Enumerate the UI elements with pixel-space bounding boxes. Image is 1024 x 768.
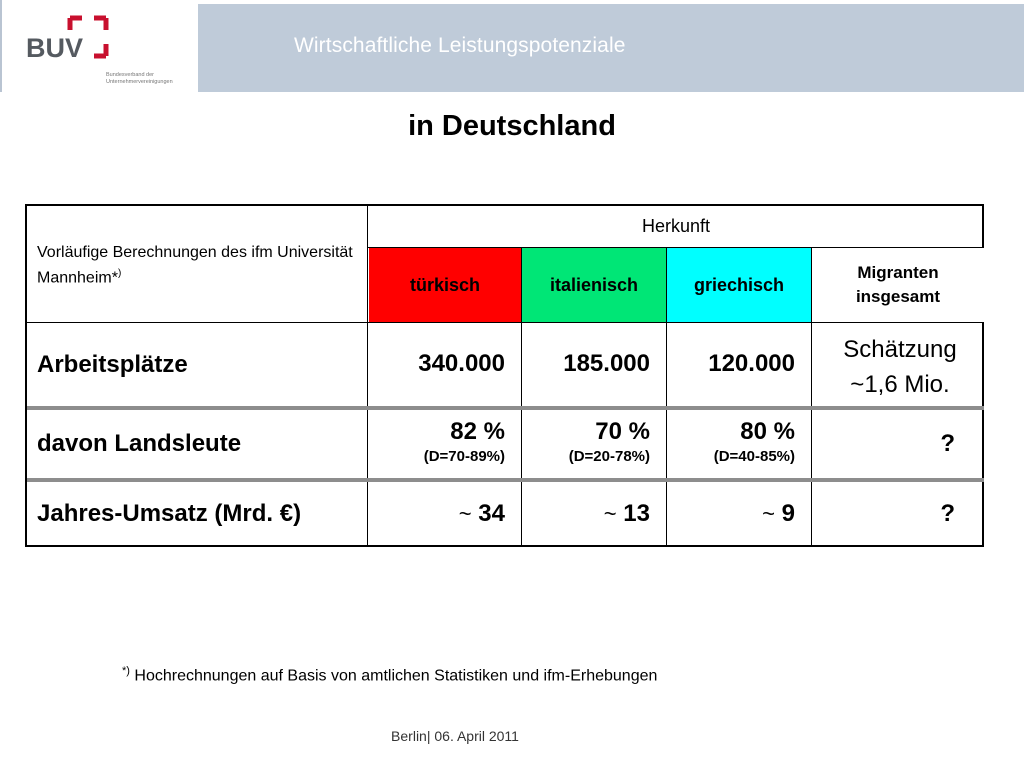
table-cell-total: ?	[940, 430, 955, 457]
table-cell	[667, 418, 795, 465]
logo-text: BUV	[26, 33, 84, 63]
tilde: ~	[603, 501, 617, 526]
cell-value: 13	[623, 500, 650, 527]
cell-value: 34	[478, 500, 505, 527]
column-header-griechisch: griechisch	[667, 248, 811, 322]
intro-sup: )	[117, 268, 122, 279]
footer-date: Berlin| 06. April 2011	[391, 728, 519, 744]
column-header-migranten	[812, 248, 984, 322]
tilde: ~	[762, 501, 775, 526]
cell-subvalue: (D=20-78%)	[568, 448, 650, 465]
column-header-italienisch: italienisch	[522, 248, 666, 322]
logo-subtitle: Bundesverband der Unternehmervereinigungen	[106, 72, 173, 85]
cell-value: 70 %	[595, 418, 650, 445]
table-cell-total	[815, 332, 985, 402]
data-table	[25, 204, 984, 547]
cell-value: 9	[781, 500, 795, 527]
table-cell	[667, 500, 795, 528]
table-cell	[369, 500, 505, 528]
row-label-arbeitsplaetze: Arbeitsplätze	[37, 350, 188, 378]
footnote	[122, 665, 657, 685]
table-cell: 340.000	[418, 350, 505, 377]
row-label-landsleute: davon Landsleute	[37, 430, 242, 457]
cell-subvalue: (D=70-89%)	[423, 448, 505, 465]
header-title: Wirtschaftliche Leistungspotenziale	[294, 34, 626, 57]
divider	[367, 206, 368, 545]
table-cell: 120.000	[708, 350, 795, 377]
footnote-marker: *)	[122, 665, 130, 677]
logo-area	[0, 0, 198, 92]
column-header-tuerkisch: türkisch	[369, 248, 521, 322]
table-cell: 185.000	[563, 350, 650, 377]
table-cell-total: ?	[940, 500, 955, 527]
tilde: ~	[458, 501, 472, 526]
cell-value: 80 %	[740, 418, 795, 445]
cell-value: 82 %	[450, 418, 505, 445]
group-header: Herkunft	[641, 216, 711, 236]
buv-logo	[26, 14, 112, 74]
table-cell	[522, 500, 650, 528]
table-cell	[522, 418, 650, 465]
page-title: in Deutschland	[408, 110, 616, 142]
table-cell	[369, 418, 505, 465]
intro-label: Vorläufige Berechnungen des ifm Universität Mannheim*	[37, 244, 353, 287]
total-estimate: Schätzung ~1,6 Mio.	[843, 336, 957, 398]
header-bar	[198, 4, 1024, 92]
cell-subvalue: (D=40-85%)	[713, 448, 795, 465]
footnote-text: Hochrechnungen auf Basis von amtlichen Statistiken und ifm-Erhebungen	[134, 667, 658, 685]
intro-text	[37, 242, 367, 288]
column-header-migranten-label: Migranten insgesamt	[855, 263, 941, 306]
row-label-umsatz: Jahres-Umsatz (Mrd. €)	[37, 499, 302, 527]
